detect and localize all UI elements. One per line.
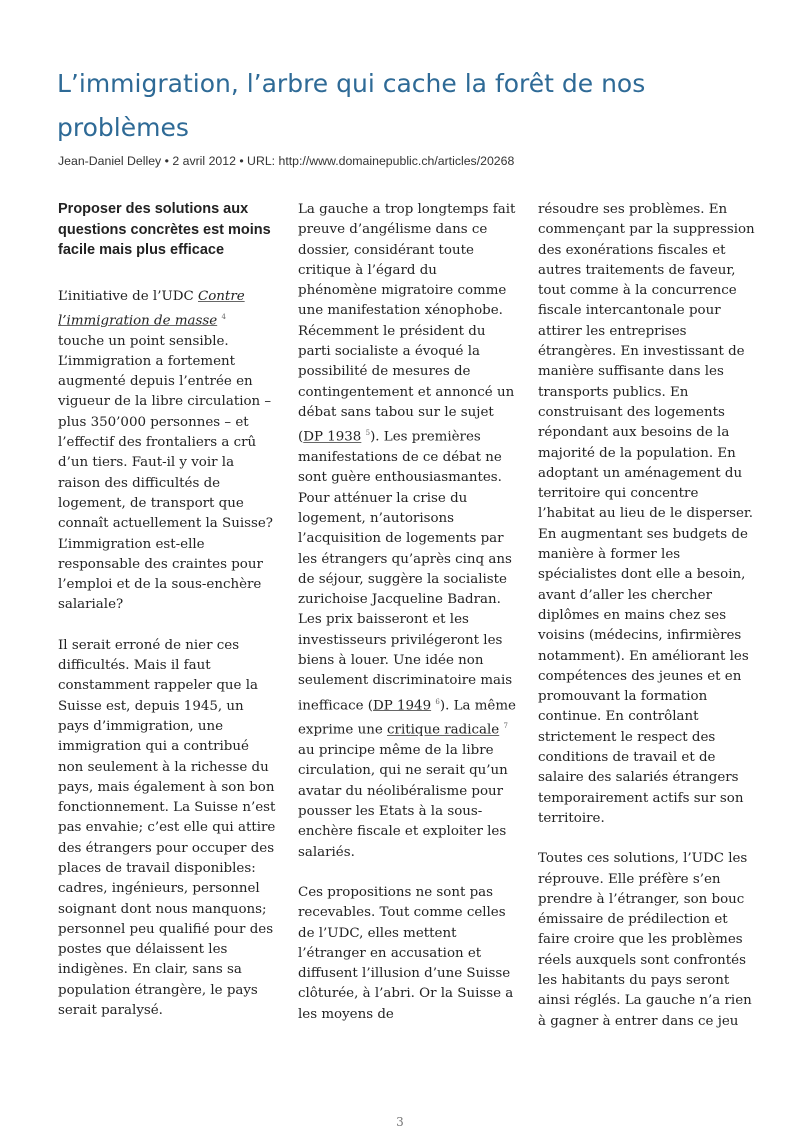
link-dp-1938[interactable]: DP 1938 xyxy=(303,429,362,445)
text-column-1 xyxy=(58,199,276,1041)
text-column-2 xyxy=(298,200,516,1045)
text-column-3 xyxy=(538,200,756,1052)
footnote-ref: 4 xyxy=(221,312,226,321)
paragraph: Ces propositions ne sont pas recevables. Tout comme celles de l’UDC, elles mettent l’étranger en accusation et diffusent l’illusion d’une Suisse clôturée, à l’abri. Or la Suisse a les moyens de xyxy=(298,884,514,1022)
paragraph-text: touche un point sensible. L’immigration a fortement augmenté depuis l’entrée en vigueur de la libre circulation – plus 350’000 personnes – et l’effectif des frontaliers a crû d’un tiers. Faut-il y voir la raison des difficultés de logement, de transport que connaît actuellement la Suisse? L’immigration est-elle responsable des craintes pour l’emploi et de la sous-enchère salariale? xyxy=(58,333,273,613)
paragraph-text: au principe même de la libre circulation, qui ne serait qu’un avatar du néolibéralisme pour pousser les Etats à la sous-enchère fiscale et exploiter les salariés. xyxy=(298,743,508,860)
link-critique-radicale[interactable]: critique radicale xyxy=(387,722,500,738)
paragraph-text: ). Les premières manifestations de ce débat ne sont guère enthousiasmantes. Pour atténuer la crise du logement, n’autorisons l’acquisition de logements par les étrangers qu’après cinq ans de séjour, suggère la socialiste zurichoise Jacqueline Badran. Les prix baisseront et les investisseurs privilégeront les biens à louer. Une idée non seulement discriminatoire mais inefficace ( xyxy=(298,429,513,714)
paragraph-text: L’initiative de l’UDC xyxy=(58,288,198,304)
footnote-ref: 7 xyxy=(503,722,508,731)
article-byline: Jean-Daniel Delley • 2 avril 2012 • URL: http://www.domainepublic.ch/articles/20268 xyxy=(58,154,515,168)
paragraph xyxy=(58,287,276,616)
footnote-ref: 6 xyxy=(435,697,440,706)
link-contre-immigration[interactable]: Contre l’immigration de masse xyxy=(58,288,245,329)
article-title: L’immigration, l’arbre qui cache la forêt de nos problèmes xyxy=(57,69,646,142)
paragraph-text: La gauche a trop longtemps fait preuve d’angélisme dans ce dossier, considérant toute critique à l’égard du phénomène migratoire comme une manifestation xénophobe. Récemment le président du parti socialiste a évoqué la possibilité de mesures de contingentement et annoncé un débat sans tabou sur le sujet ( xyxy=(298,202,516,445)
paragraph-text: ). La même exprime une xyxy=(298,698,516,738)
paragraph: résoudre ses problèmes. En commençant par la suppression des exonérations fiscales et autres traitements de faveur, tout comme à la concurrence fiscale intercantonale pour attirer les entreprises étrangères. En investissant de manière suffisante dans les transports publics. En construisant des logements répondant aux besoins de la majorité de la population. En adoptant un aménagement du territoire qui concentre l’habitat au lieu de le disperser. En augmentant ses budgets de manière à former les spécialistes dont elle a besoin, avant d’aller les chercher diplômes en mains chez ses voisins (médecins, infirmières notamment). En améliorant les compétences des jeunes et en promouvant la formation continue. En contrôlant strictement le respect des conditions de travail et de salaire des salariés étrangers temporairement actifs sur son territoire. xyxy=(538,202,755,826)
paragraph xyxy=(298,200,516,863)
article-subhead: Proposer des solutions aux questions concrètes est moins facile mais plus efficace xyxy=(58,201,271,258)
footnote-ref: 5 xyxy=(365,429,371,438)
page-number: 3 xyxy=(396,1115,404,1129)
paragraph: Il serait erroné de nier ces difficultés. Mais il faut constamment rappeler que la Suisse est, depuis 1945, un pays d’immigration, une immigration qui a contribué non seulement à la richesse du pays, mais également à son bon fonctionnement. La Suisse n’est pas envahie; c’est elle qui attire des étrangers pour occuper des places de travail disponibles: cadres, ingénieurs, personnel soignant dont nous manquons; personnel peu qualifié pour des postes que délaissent les indigènes. En clair, sans sa population étrangère, le pays serait paralysé. xyxy=(58,637,276,1019)
link-dp-1949[interactable]: DP 1949 xyxy=(373,698,432,714)
paragraph: Toutes ces solutions, l’UDC les réprouve. Elle préfère s’en prendre à l’étranger, son bouc émissaire de prédilection et faire croire que les problèmes réels auxquels sont confrontés les habitants du pays seront ainsi réglés. La gauche n’a rien à gagner à entrer dans ce jeu xyxy=(538,851,752,1029)
